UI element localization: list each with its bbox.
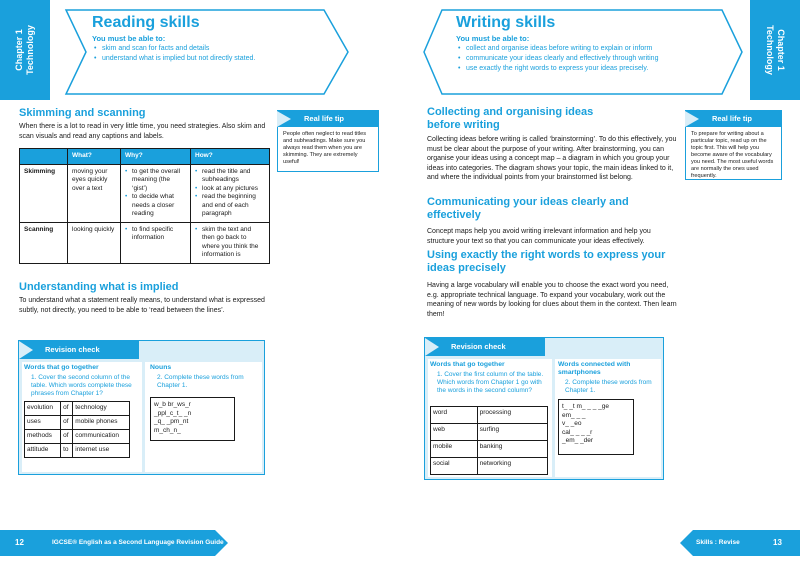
table-row: word processing — [431, 407, 548, 424]
section-heading: Understanding what is implied — [19, 281, 179, 293]
table-row: web surfing — [431, 424, 548, 441]
revision-subtitle: Words connected with smartphones — [558, 361, 631, 376]
revision-check-box — [424, 337, 664, 480]
table-header: How? — [191, 149, 270, 165]
objective-item: • understand what is implied but not directly stated. — [92, 54, 332, 64]
table-header: What? — [68, 149, 121, 165]
must-label: You must be able to: — [92, 34, 166, 43]
page-title: Writing skills — [456, 14, 556, 31]
tip-text: To prepare for writing about a particular topic, read up on the topic first. This will help you become aware of the vocabulary you need. The most useful words are normally the ones used frequently. — [691, 131, 774, 179]
revision-heading: Revision check — [425, 338, 545, 356]
revision-panel — [145, 362, 262, 472]
table-header: Why? — [121, 149, 191, 165]
footer-text: IGCSE® English as a Second Language Revision Guide — [52, 539, 224, 546]
table-row — [20, 164, 270, 222]
word-item: t_ _t m_ _ _ _ge — [562, 403, 609, 410]
cell-what: moving your eyes quickly over a text — [68, 164, 121, 222]
words-box — [558, 399, 634, 455]
objective-item: • skim and scan for facts and details — [92, 44, 332, 54]
revision-instruction: 2. Complete these words from Chapter 1. — [565, 379, 652, 394]
revision-subtitle: Nouns — [150, 364, 172, 371]
chapter-tab — [0, 0, 50, 100]
page-number: 13 — [773, 538, 782, 547]
section-text: Collecting ideas before writing is called ‘brainstorming’. To do this effectively, you must be clear about the purpose of your writing. After brainstorming, you can organise your ideas using a concept map – a diagram in which you group your ideas into categories. The diagram shows your topic, the main ideas linked to it, and where the individual points from your brainstormed list belong. — [427, 136, 677, 181]
real-life-tip — [277, 110, 379, 172]
revision-check-box — [18, 340, 265, 475]
table-row: uses of mobile phones — [25, 416, 130, 430]
noun-item: _ppl_c_t_ _n — [154, 409, 192, 417]
why-item: • to find specific information — [125, 226, 186, 243]
tip-text: People often neglect to read titles and subheadings. Make sure you always read them when you are skimming. They are extremely useful! — [283, 131, 367, 165]
revision-panel — [555, 359, 661, 477]
chapter-tab — [750, 0, 800, 100]
section-text: Concept maps help you avoid writing irrelevant information and help you structure your text so that you can communicate your ideas effectively. — [427, 228, 651, 245]
footer-text: Skills : Revise — [696, 539, 740, 546]
revision-subtitle: Words that go together — [430, 361, 505, 368]
chapter-name: Technology — [25, 25, 35, 75]
table-row: social networking — [431, 458, 548, 475]
revision-instruction: 1. Cover the second column of the table. Which words complete these phrases from Chapter 1? — [31, 374, 132, 397]
how-item: • read the title and subheadings — [195, 168, 265, 185]
chapter-number: Chapter 1 — [776, 29, 786, 71]
word-item: _em_ _der — [562, 437, 594, 444]
section-text: To understand what a statement really means, to understand what is expressed subtly, not directly, you need to be able to ‘read between the lines’. — [19, 297, 265, 314]
page-number: 12 — [15, 538, 24, 547]
words-table — [24, 401, 130, 458]
cell-how — [191, 164, 270, 222]
chapter-name: Technology — [765, 25, 775, 75]
section-heading: Communicating your ideas clearly and effectively — [427, 196, 629, 221]
cell-why — [121, 164, 191, 222]
objective-item: • collect and organise ideas before writing to explain or inform — [456, 44, 726, 54]
why-item: • to decide what needs a closer reading — [125, 193, 186, 219]
revision-heading: Revision check — [19, 341, 139, 359]
words-table — [430, 406, 548, 475]
section-heading: Using exactly the right words to express your ideas precisely — [427, 249, 666, 274]
noun-item: _q_ _pm_nt — [154, 418, 189, 425]
word-item: v_ _eo — [562, 420, 582, 427]
word-item: cal_ _ _ _r — [562, 428, 593, 436]
revision-panel — [22, 362, 142, 472]
noun-item: m_ch_n_ — [154, 426, 181, 434]
table-row: evolution of technology — [25, 402, 130, 416]
objectives-list — [456, 44, 726, 74]
tip-heading: Real life tip — [686, 111, 781, 127]
how-item: • skim the text and then go back to where you think the information is — [195, 226, 265, 260]
row-label: Skimming — [20, 164, 68, 222]
revision-instruction: 2. Complete these words from Chapter 1. — [157, 374, 244, 389]
table-header — [20, 149, 68, 165]
objective-item: • use exactly the right words to express your ideas precisely. — [456, 64, 726, 74]
section-heading: Collecting and organising ideas before writing — [427, 106, 594, 131]
how-item: • read the beginning and end of each paragraph — [195, 193, 265, 219]
section-heading: Skimming and scanning — [19, 107, 146, 119]
section-text: When there is a lot to read in very little time, you need strategies. Also skim and scan visuals and read any captions and labels. — [19, 123, 266, 140]
objectives-list — [92, 44, 332, 64]
word-item: em_ _ _ — [562, 411, 586, 419]
real-life-tip — [685, 110, 782, 180]
revision-panel — [428, 359, 552, 477]
cell-why — [121, 222, 191, 263]
why-item: • to get the overall meaning (the ‘gist’) — [125, 168, 186, 194]
table-row: methods of communication — [25, 430, 130, 444]
table-row: attitude to internet use — [25, 444, 130, 458]
section-text: Having a large vocabulary will enable you to choose the exact word you need, e.g. appropriate technical language. To expand your vocabulary, work out the meaning of new words by looking for clues about them in the context. Then learn them! — [427, 282, 677, 318]
cell-how — [191, 222, 270, 263]
revision-instruction: 1. Cover the first column of the table. Which words from Chapter 1 go with the words in the second column? — [437, 371, 544, 394]
must-label: You must be able to: — [456, 34, 530, 43]
objective-item: • communicate your ideas clearly and effectively through writing — [456, 54, 726, 64]
chapter-number: Chapter 1 — [14, 29, 24, 71]
cell-what: looking quickly — [68, 222, 121, 263]
row-label: Scanning — [20, 222, 68, 263]
table-row — [20, 222, 270, 263]
nouns-box — [150, 397, 235, 441]
noun-item: w_b br_ws_r — [154, 401, 191, 408]
right-page — [400, 0, 800, 565]
page-title: Reading skills — [92, 14, 200, 31]
tip-heading: Real life tip — [278, 111, 378, 127]
revision-subtitle: Words that go together — [24, 364, 99, 371]
table-row: mobile banking — [431, 441, 548, 458]
skills-table — [19, 148, 270, 264]
how-item: • look at any pictures — [195, 185, 265, 194]
